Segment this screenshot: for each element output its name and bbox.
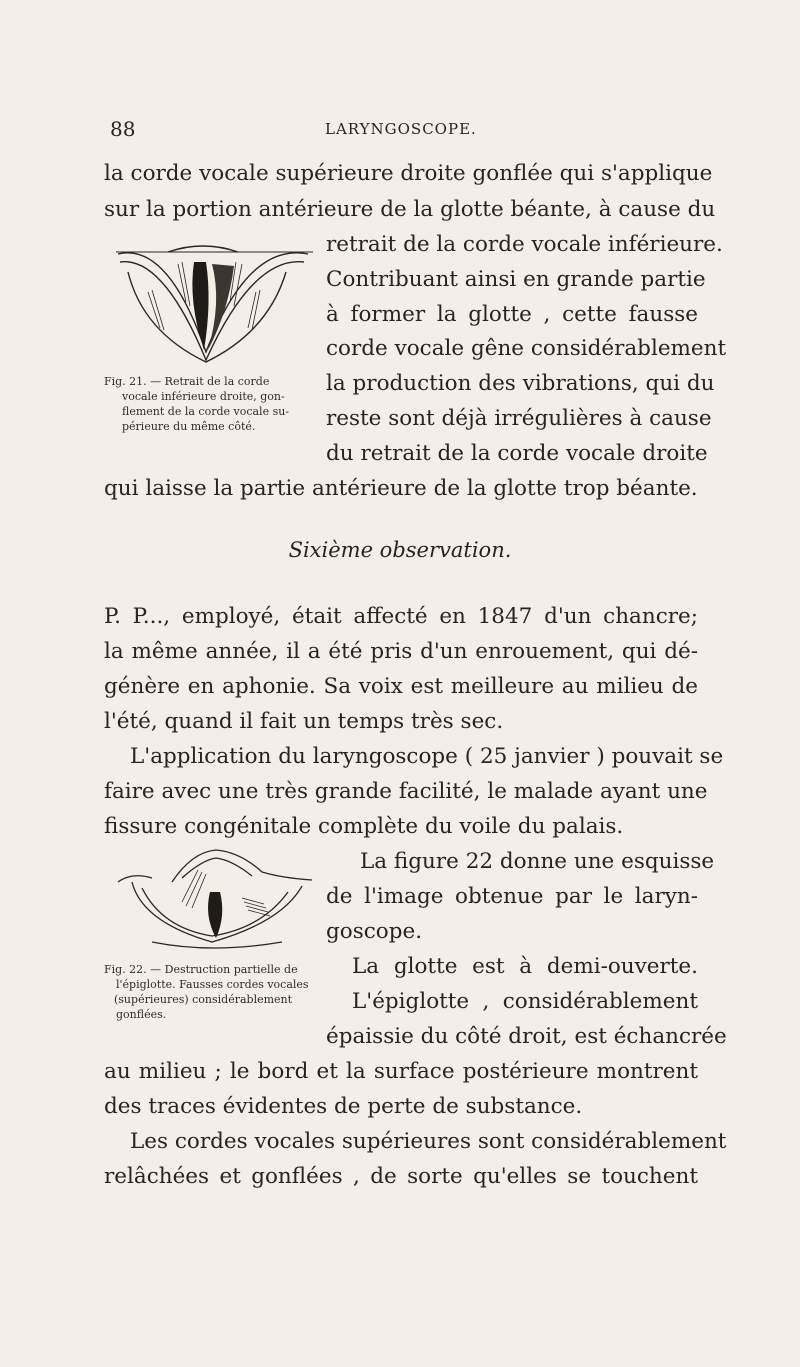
text-line: P. P..., employé, était affecté en 1847 d'un chancre; bbox=[104, 604, 698, 629]
text-line: à former la glotte , cette fausse bbox=[326, 302, 698, 327]
section-heading: Sixième observation. bbox=[288, 538, 512, 562]
caption-line: gonflées. bbox=[116, 1008, 167, 1021]
caption-line: (supérieures) considérablement bbox=[114, 993, 293, 1006]
caption-line: flement de la corde vocale su- bbox=[122, 405, 290, 418]
text-line: la même année, il a été pris d'un enrouement, qui dé- bbox=[104, 639, 698, 664]
text-line: de l'image obtenue par le laryn- bbox=[326, 884, 698, 909]
figure-22-caption bbox=[104, 962, 326, 1022]
text-line: Les cordes vocales supérieures sont considérablement bbox=[130, 1129, 727, 1154]
text-line: corde vocale gêne considérablement bbox=[326, 336, 727, 361]
text-line: la production des vibrations, qui du bbox=[326, 371, 715, 396]
text-line: du retrait de la corde vocale droite bbox=[326, 441, 708, 466]
text-line: fissure congénitale complète du voile du palais. bbox=[104, 814, 624, 839]
text-line: Contribuant ainsi en grande partie bbox=[326, 267, 706, 292]
caption-line: l'épiglotte. Fausses cordes vocales bbox=[116, 978, 309, 991]
caption-line: vocale inférieure droite, gon- bbox=[122, 390, 285, 403]
caption-line: Fig. 22. — Destruction partielle de bbox=[104, 963, 298, 976]
running-title: LARYNGOSCOPE. bbox=[325, 120, 477, 138]
text-line: la corde vocale supérieure droite gonflée qui s'applique bbox=[104, 161, 713, 186]
text-line: L'épiglotte , considérablement bbox=[352, 989, 698, 1014]
figure-22-epiglottis-illustration bbox=[112, 842, 320, 954]
text-line: relâchées et gonflées , de sorte qu'elles se touchent bbox=[104, 1164, 698, 1189]
caption-line: périeure du même côté. bbox=[122, 420, 256, 433]
text-line: reste sont déjà irrégulières à cause bbox=[326, 406, 712, 431]
text-line: L'application du laryngoscope ( 25 janvier ) pouvait se bbox=[130, 744, 724, 769]
text-line: l'été, quand il fait un temps très sec. bbox=[104, 709, 504, 734]
figure-21-caption bbox=[104, 374, 316, 434]
figure-21-glottis-illustration bbox=[108, 232, 320, 366]
text-line: faire avec une très grande facilité, le malade ayant une bbox=[104, 779, 708, 804]
text-line: au milieu ; le bord et la surface postérieure montrent bbox=[104, 1059, 698, 1084]
text-line: goscope. bbox=[326, 919, 423, 944]
caption-line: Fig. 21. — Retrait de la corde bbox=[104, 375, 270, 388]
text-line: La figure 22 donne une esquisse bbox=[360, 849, 715, 874]
page-number: 88 bbox=[110, 117, 136, 141]
text-line: retrait de la corde vocale inférieure. bbox=[326, 232, 723, 257]
text-line: épaissie du côté droit, est échancrée bbox=[326, 1024, 727, 1049]
text-line: qui laisse la partie antérieure de la glotte trop béante. bbox=[104, 476, 698, 501]
text-line: La glotte est à demi-ouverte. bbox=[352, 954, 698, 979]
text-line: génère en aphonie. Sa voix est meilleure au milieu de bbox=[104, 674, 698, 699]
text-line: sur la portion antérieure de la glotte béante, à cause du bbox=[104, 197, 716, 222]
text-line: des traces évidentes de perte de substance. bbox=[104, 1094, 583, 1119]
